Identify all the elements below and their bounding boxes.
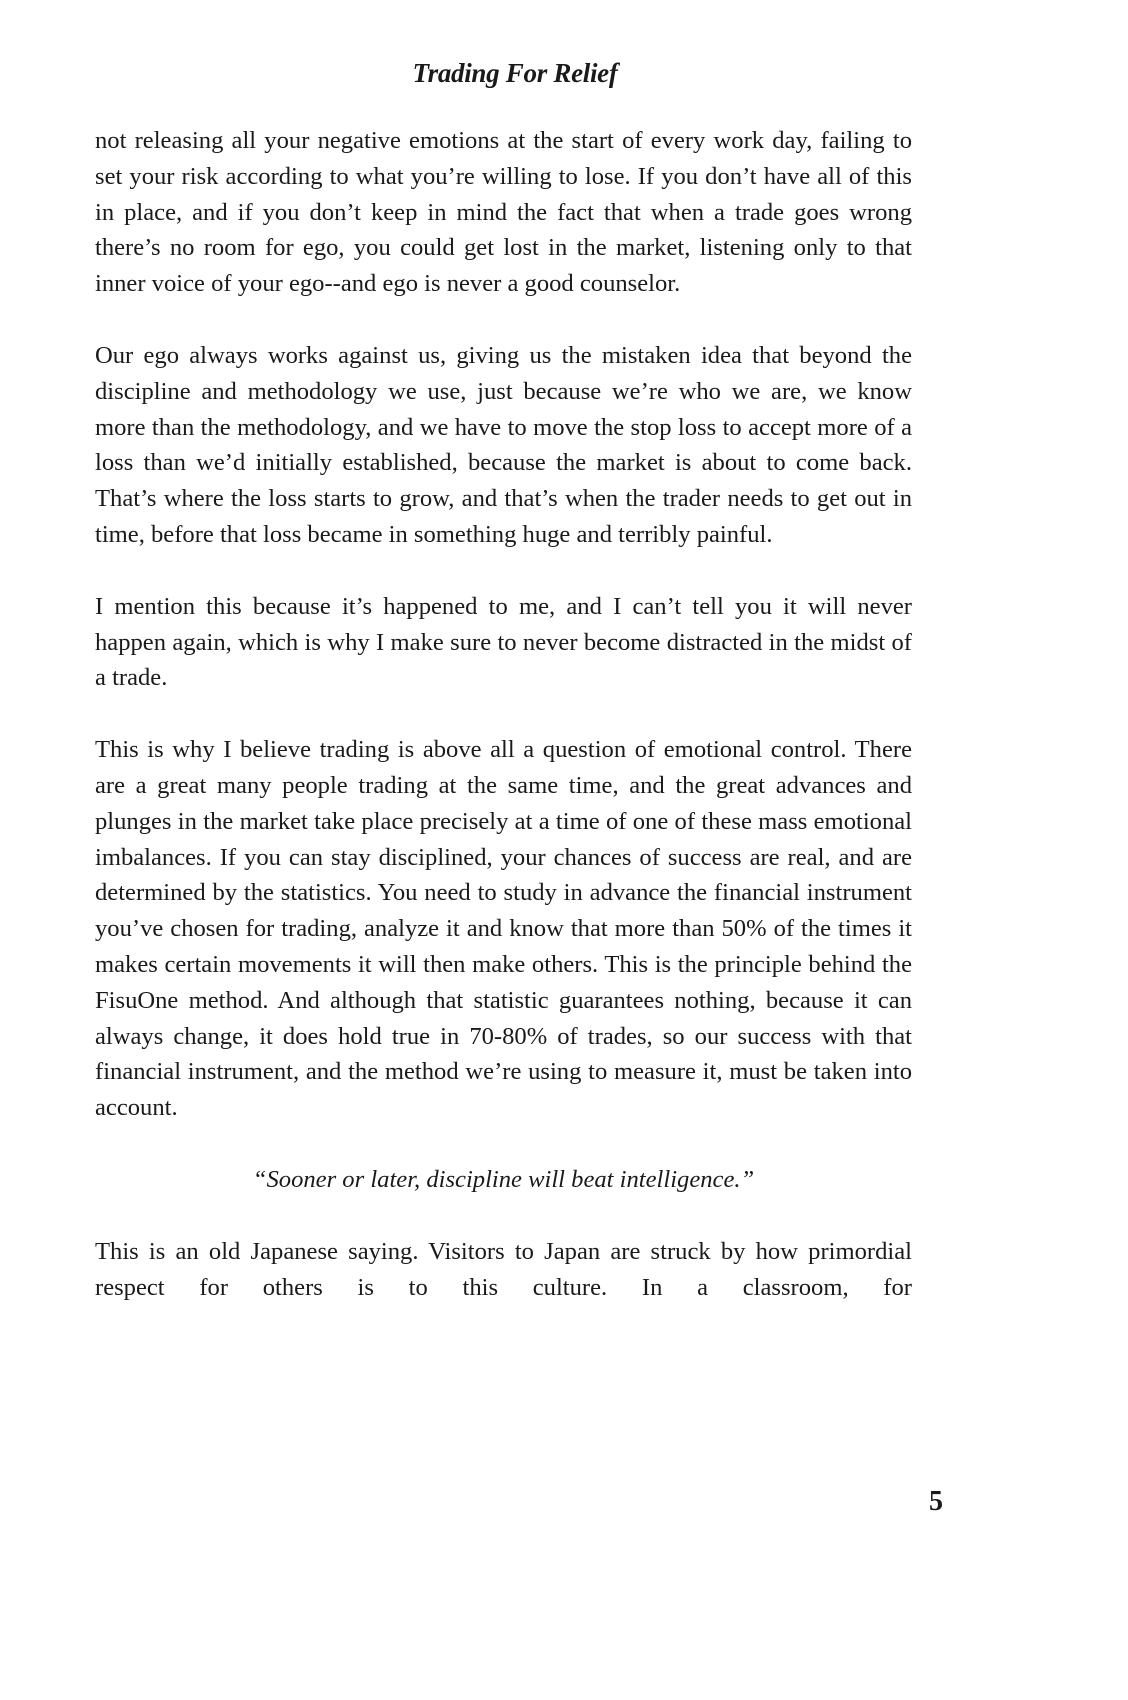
paragraph-mention-this: I mention this because it’s happened to me, and I can’t tell you it will never happen again, which is why I make sure to never become distracted in the midst of a trade.: [95, 592, 912, 692]
page-body: [95, 123, 912, 1341]
paragraph-ego-works-against-us: Our ego always works against us, giving us the mistaken idea that beyond the discipline and methodology we use, just because we’re who we are, we know more than the methodology, and we have to move the stop loss to accept more of a loss than we’d initially established, because the market is about to come back. That’s where the loss starts to grow, and that’s when the trader needs to get out in time, before that loss became in something huge and terribly painful.: [95, 341, 912, 548]
paragraph-emotional-control: This is why I believe trading is above all a question of emotional control. There are a great many people trading at the same time, and the great advances and plunges in the market take place precisely at a time of one of these mass emotional imbalances. If you can stay disciplined, your chances of success are real, and are determined by the statistics. You need to study in advance the financial instrument you’ve chosen for trading, analyze it and know that more than 50% of the times it makes certain movements it will then make others. This is the principle behind the FisuOne method. And although that statistic guarantees nothing, because it can always change, it does hold true in 70-80% of trades, so our success with that financial instrument, and the method we’re using to measure it, must be taken into account.: [95, 736, 912, 1122]
paragraph-ego-emotions: not releasing all your negative emotions at the start of every work day, failing to set your risk according to what you’re willing to lose. If you don’t have all of this in place, and if you don’t keep in mind the fact that when a trade goes wrong there’s no room for ego, you could get lost in the market, listening only to that inner voice of your ego--and ego is never a good counselor.: [95, 127, 912, 298]
epigraph-quote: “Sooner or later, discipline will beat intelligence.”: [252, 1165, 755, 1193]
page-number: 5: [929, 1486, 943, 1517]
paragraph-japanese-saying: This is an old Japanese saying. Visitors to Japan are struck by how primordial respect for others is to this culture. In a classroom, for: [95, 1237, 912, 1301]
running-head-title: Trading For Relief: [412, 58, 618, 88]
